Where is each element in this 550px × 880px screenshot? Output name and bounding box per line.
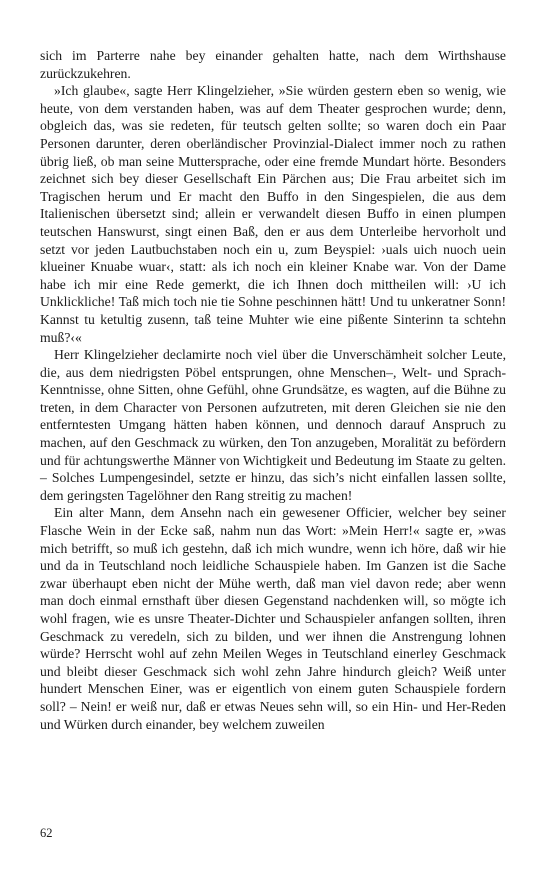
body-text — [40, 47, 506, 733]
page-number: 62 — [40, 826, 53, 840]
paragraph-2: »Ich glaube«, sagte Herr Klingelzieher, »Sie würden gestern eben so wenig, wie heute, von dem verstanden haben, was auf dem Theater gesprochen wurde; denn, obgleich das, was sie redeten, für teutsch gelten sollte; so waren doch ein Paar Personen darunter, deren oberländischer Provinzial-Dialect immer noch zu rathen übrig ließ, ob man seine Muttersprache, oder eine fremde Mundart hörte. Besonders zeichnet sich bey dieser Gesellschaft Ein Pärchen aus; Die Frau arbeitet sich im Tragischen herum und Er macht den Buffo in den Singespielen, die aus dem Italienischen übersetzt sind; allein er verwandelt diesen Buffo in einen plumpen teutschen Hanswurst, singt einen Baß, den er aus dem Unterleibe hervorholt und setzt vor jeden Lautbuchstaben noch ein u, zum Beyspiel: ›uals uich nuoch uein klueiner Knuabe wuar‹, statt: als ich noch ein kleiner Knabe war. Von der Dame habe ich mir eine Rede gemerkt, die ich Ihnen doch mittheilen will: ›U ich Unklickliche! Taß mich toch nie tie Sohne peschinnen hätt! Und tu unkeratner Sonn! Kannst tu ketultig zusenn, taß teine Muhter wie eine pißente Sinterinn ta schtehn muß?‹« — [40, 83, 506, 345]
paragraph-1: sich im Parterre nahe bey einander gehalten hatte, nach dem Wirthshause zurückzukehren. — [40, 48, 506, 81]
paragraph-3: Herr Klingelzieher declamirte noch viel über die Unverschämheit solcher Leute, die, aus dem niedrigsten Pöbel entsprungen, ohne Menschen–, Welt- und Sprach-Kenntnisse, ohne Sitten, ohne Gefühl, ohne Grundsätze, es wagten, auf die Bühne zu treten, in dem Character von Personen aufzutreten, mit deren Gleichen sie nie den entferntesten Umgang hätten haben können, und dennoch darauf Anspruch zu machen, auf den Geschmack zu würken, den Ton anzugeben, Moralität zu befördern und für achtungswerthe Männer von Wichtigkeit und Bedeutung im Staate zu gelten. – Solches Lumpengesindel, setzte er hinzu, das sich’s nicht einfallen lassen sollte, dem geringsten Tagelöhner den Rang streitig zu machen! — [40, 347, 506, 503]
paragraph-4: Ein alter Mann, dem Ansehn nach ein gewesener Officier, welcher bey seiner Flasche Wein in der Ecke saß, nahm nun das Wort: »Mein Herr!« sagte er, »was mich betrifft, so muß ich gestehn, daß ich mich wundre, wenn ich höre, daß wir hie und da in Teutschland noch leidliche Schauspiele haben. Im Ganzen ist die Sache zwar überhaupt eben nicht der Mühe werth, daß man viel davon rede; aber wenn man doch einmal ernsthaft über diesen Gegenstand nachdenken will, so mögte ich wohl fragen, wie es unsre Theater-Dichter und Schauspieler anfangen sollten, ihren Geschmack zu veredeln, sich zu bilden, und wer ihnen die Anstrengung lohnen würde? Herrscht wohl auf zehn Meilen Weges in Teutschland einerley Geschmack und bleibt dieser Geschmack sich wohl zehn Jahre hindurch gleich? Weiß unter hundert Menschen Einer, was er eigentlich von einem guten Schauspiele fordern soll? – Nein! er weiß nur, daß er etwas Neues sehn will, so ein Hin- und Her-Reden und Würken durch einander, bey welchem zuweilen — [40, 505, 506, 732]
